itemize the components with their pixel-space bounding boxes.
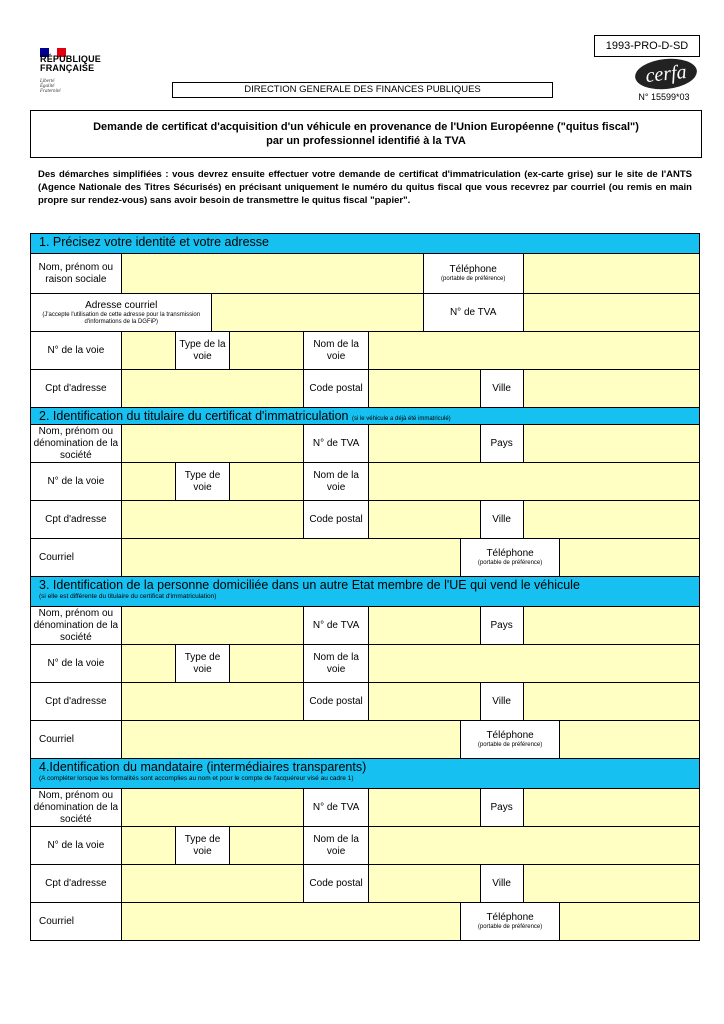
form-title-line-1: Demande de certificat d'acquisition d'un véhicule en provenance de l'Union Européenne ("quitus fiscal") [93,121,639,133]
s3-row-voie [30,644,700,682]
s4-pays-field[interactable] [524,789,699,826]
s4-cp-field[interactable] [369,865,481,902]
s1-voie-nom-field[interactable] [369,332,699,369]
direction-label: DIRECTION GENERALE DES FINANCES PUBLIQUES [172,82,553,98]
s3-row-courriel [30,720,700,758]
s3-row-name [30,606,700,644]
s4-voie-nom-field[interactable] [369,827,699,864]
s4-tel-note: (portable de préférence) [477,924,543,930]
s4-ville-field[interactable] [524,865,699,902]
s1-email-field[interactable] [212,294,423,331]
s3-name-field[interactable] [122,607,304,644]
s2-voie-type-field[interactable] [230,463,304,500]
logo-line-1: RÉPUBLIQUE [40,54,102,64]
cerfa-number: N° 15599*03 [638,92,690,102]
s2-voie-num-field[interactable] [122,463,176,500]
s3-courriel-label: Courriel [31,721,122,758]
devise-liberte: Liberté [40,79,55,84]
s3-tel-label [461,721,561,758]
s3-voie-type-label: Type de voie [176,645,231,682]
s2-cp-label: Code postal [304,501,369,538]
s1-row-name [30,253,700,293]
s4-pays-label: Pays [481,789,524,826]
section-1-header [30,233,700,253]
s4-courriel-label: Courriel [31,903,122,940]
s3-cpt-label: Cpt d'adresse [31,683,122,720]
s2-row-address [30,500,700,538]
s1-email-label [31,294,212,331]
s2-cp-field[interactable] [369,501,481,538]
s3-cpt-field[interactable] [122,683,304,720]
s4-tva-label: N° de TVA [304,789,369,826]
s4-voie-num-field[interactable] [122,827,176,864]
s1-cp-field[interactable] [369,370,481,407]
s3-tel-text: Téléphone [486,730,534,741]
s2-voie-num-label: N° de la voie [31,463,122,500]
logo-line-2: FRANÇAISE [40,63,95,73]
s2-ville-field[interactable] [524,501,699,538]
s1-cp-label: Code postal [304,370,369,407]
s4-row-courriel [30,902,700,941]
s4-name-label: Nom, prénom ou dénomination de la société [31,789,122,826]
s2-pays-field[interactable] [524,425,699,462]
s4-voie-nom-label: Nom de la voie [304,827,369,864]
s4-name-field[interactable] [122,789,304,826]
form-code: 1993-PRO-D-SD [594,35,700,57]
intro-text: Des démarches simplifiées : vous devrez ensuite effectuer votre demande de certificat d'immatriculation (ex-carte grise) sur le site de l'ANTS (Agence Nationale des Titres Sécurisés) en précisant uniquement le numéro du quitus fiscal que vous recevrez par courriel (ou remis en main propre sur rendez-vous) sans avoir besoin de transmettre le quitus fiscal "papier". [38,169,692,206]
form-title-line-2: par un professionnel identifié à la TVA [266,135,466,147]
s4-ville-label: Ville [481,865,524,902]
section-4-title: 4.Identification du mandataire (intermédiaires transparents) [39,760,367,774]
s4-voie-num-label: N° de la voie [31,827,122,864]
s2-ville-label: Ville [481,501,524,538]
s4-tel-field[interactable] [560,903,699,940]
s1-name-label: Nom, prénom ou raison sociale [31,254,122,293]
section-2-header [30,407,700,424]
s3-courriel-field[interactable] [122,721,461,758]
form [30,233,700,941]
s3-tva-label: N° de TVA [304,607,369,644]
s2-pays-label: Pays [481,425,524,462]
s3-cp-field[interactable] [369,683,481,720]
s4-row-name [30,788,700,826]
s2-tel-note: (portable de préférence) [477,560,543,566]
s4-voie-type-field[interactable] [230,827,304,864]
s1-email-text: Adresse courriel [85,299,158,311]
s2-tva-label: N° de TVA [304,425,369,462]
cerfa-logo: cerfa [634,56,699,92]
s1-tva-label: N° de TVA [424,294,524,331]
s2-name-label: Nom, prénom ou dénomination de la société [31,425,122,462]
s4-tel-text: Téléphone [486,912,534,923]
s1-tel-note: (portable de préférence) [440,276,506,282]
s1-row-voie [30,331,700,369]
s3-ville-label: Ville [481,683,524,720]
devise-egalite: Égalité [40,84,55,89]
s1-voie-nom-label: Nom de la voie [304,332,369,369]
s2-voie-nom-label: Nom de la voie [304,463,369,500]
s4-tel-label [461,903,561,940]
s1-voie-num-label: N° de la voie [31,332,122,369]
s2-row-courriel [30,538,700,576]
s4-voie-type-label: Type de voie [176,827,231,864]
s2-tva-field[interactable] [369,425,481,462]
s2-tel-label [461,539,561,576]
devise-fraternite: Fraternité [40,89,61,94]
s3-tel-note: (portable de préférence) [477,742,543,748]
s3-voie-nom-label: Nom de la voie [304,645,369,682]
section-4-header [30,758,700,788]
s1-tva-field[interactable] [524,294,699,331]
s3-pays-field[interactable] [524,607,699,644]
devise [40,79,61,94]
s2-row-name [30,424,700,462]
s1-row-address [30,369,700,407]
s1-ville-label: Ville [481,370,524,407]
section-2-title-text: 2. Identification du titulaire du certificat d'immatriculation [39,409,349,423]
s3-row-address [30,682,700,720]
s3-cp-label: Code postal [304,683,369,720]
s3-pays-label: Pays [481,607,524,644]
s2-courriel-field[interactable] [122,539,461,576]
s2-tel-field[interactable] [560,539,699,576]
s2-cpt-field[interactable] [122,501,304,538]
section-3-note: (si elle est différente du titulaire du certificat d'immatriculation) [39,593,217,600]
s1-email-note: (J'accepte l'utilisation de cette adresse pour la transmission d'informations de la DGFiP) [42,311,201,325]
s2-cpt-label: Cpt d'adresse [31,501,122,538]
s4-cp-label: Code postal [304,865,369,902]
s1-tel-label [424,254,524,293]
s2-voie-type-label: Type de voie [176,463,231,500]
s1-voie-type-field[interactable] [230,332,304,369]
s1-tel-field[interactable] [524,254,699,293]
s1-tel-text: Téléphone [449,264,497,275]
form-title [30,110,702,158]
section-1-title: 1. Précisez votre identité et votre adresse [39,235,269,249]
s1-row-email [30,293,700,331]
s4-row-address [30,864,700,902]
s2-voie-nom-field[interactable] [369,463,699,500]
section-2-title-note: (si le véhicule a déjà été immatriculé) [351,416,451,422]
s1-voie-num-field[interactable] [122,332,176,369]
s1-cpt-label: Cpt d'adresse [31,370,122,407]
s2-row-voie [30,462,700,500]
s4-cpt-label: Cpt d'adresse [31,865,122,902]
s3-voie-num-field[interactable] [122,645,176,682]
s3-voie-type-field[interactable] [230,645,304,682]
s3-name-label: Nom, prénom ou dénomination de la société [31,607,122,644]
s4-cpt-field[interactable] [122,865,304,902]
s1-voie-type-label: Type de la voie [176,332,231,369]
s1-cpt-field[interactable] [122,370,304,407]
s4-row-voie [30,826,700,864]
s2-courriel-label: Courriel [31,539,122,576]
section-4-note: (A compléter lorsque les formalités sont accomplies au nom et pour le compte de l'acquéreur visé au cadre 1) [39,775,354,782]
s1-ville-field[interactable] [524,370,699,407]
republique-francaise-logo [40,55,101,73]
s2-tel-text: Téléphone [486,548,534,559]
s3-voie-num-label: N° de la voie [31,645,122,682]
s4-courriel-field[interactable] [122,903,461,940]
section-3-header [30,576,700,606]
s2-name-field[interactable] [122,425,304,462]
s3-voie-nom-field[interactable] [369,645,699,682]
s1-name-field[interactable] [122,254,424,293]
s3-tel-field[interactable] [560,721,699,758]
section-3-title: 3. Identification de la personne domiciliée dans un autre Etat membre de l'UE qui vend le véhicule [39,578,580,592]
s3-tva-field[interactable] [369,607,481,644]
s4-tva-field[interactable] [369,789,481,826]
marianne-flag-logo [40,44,66,53]
s3-ville-field[interactable] [524,683,699,720]
